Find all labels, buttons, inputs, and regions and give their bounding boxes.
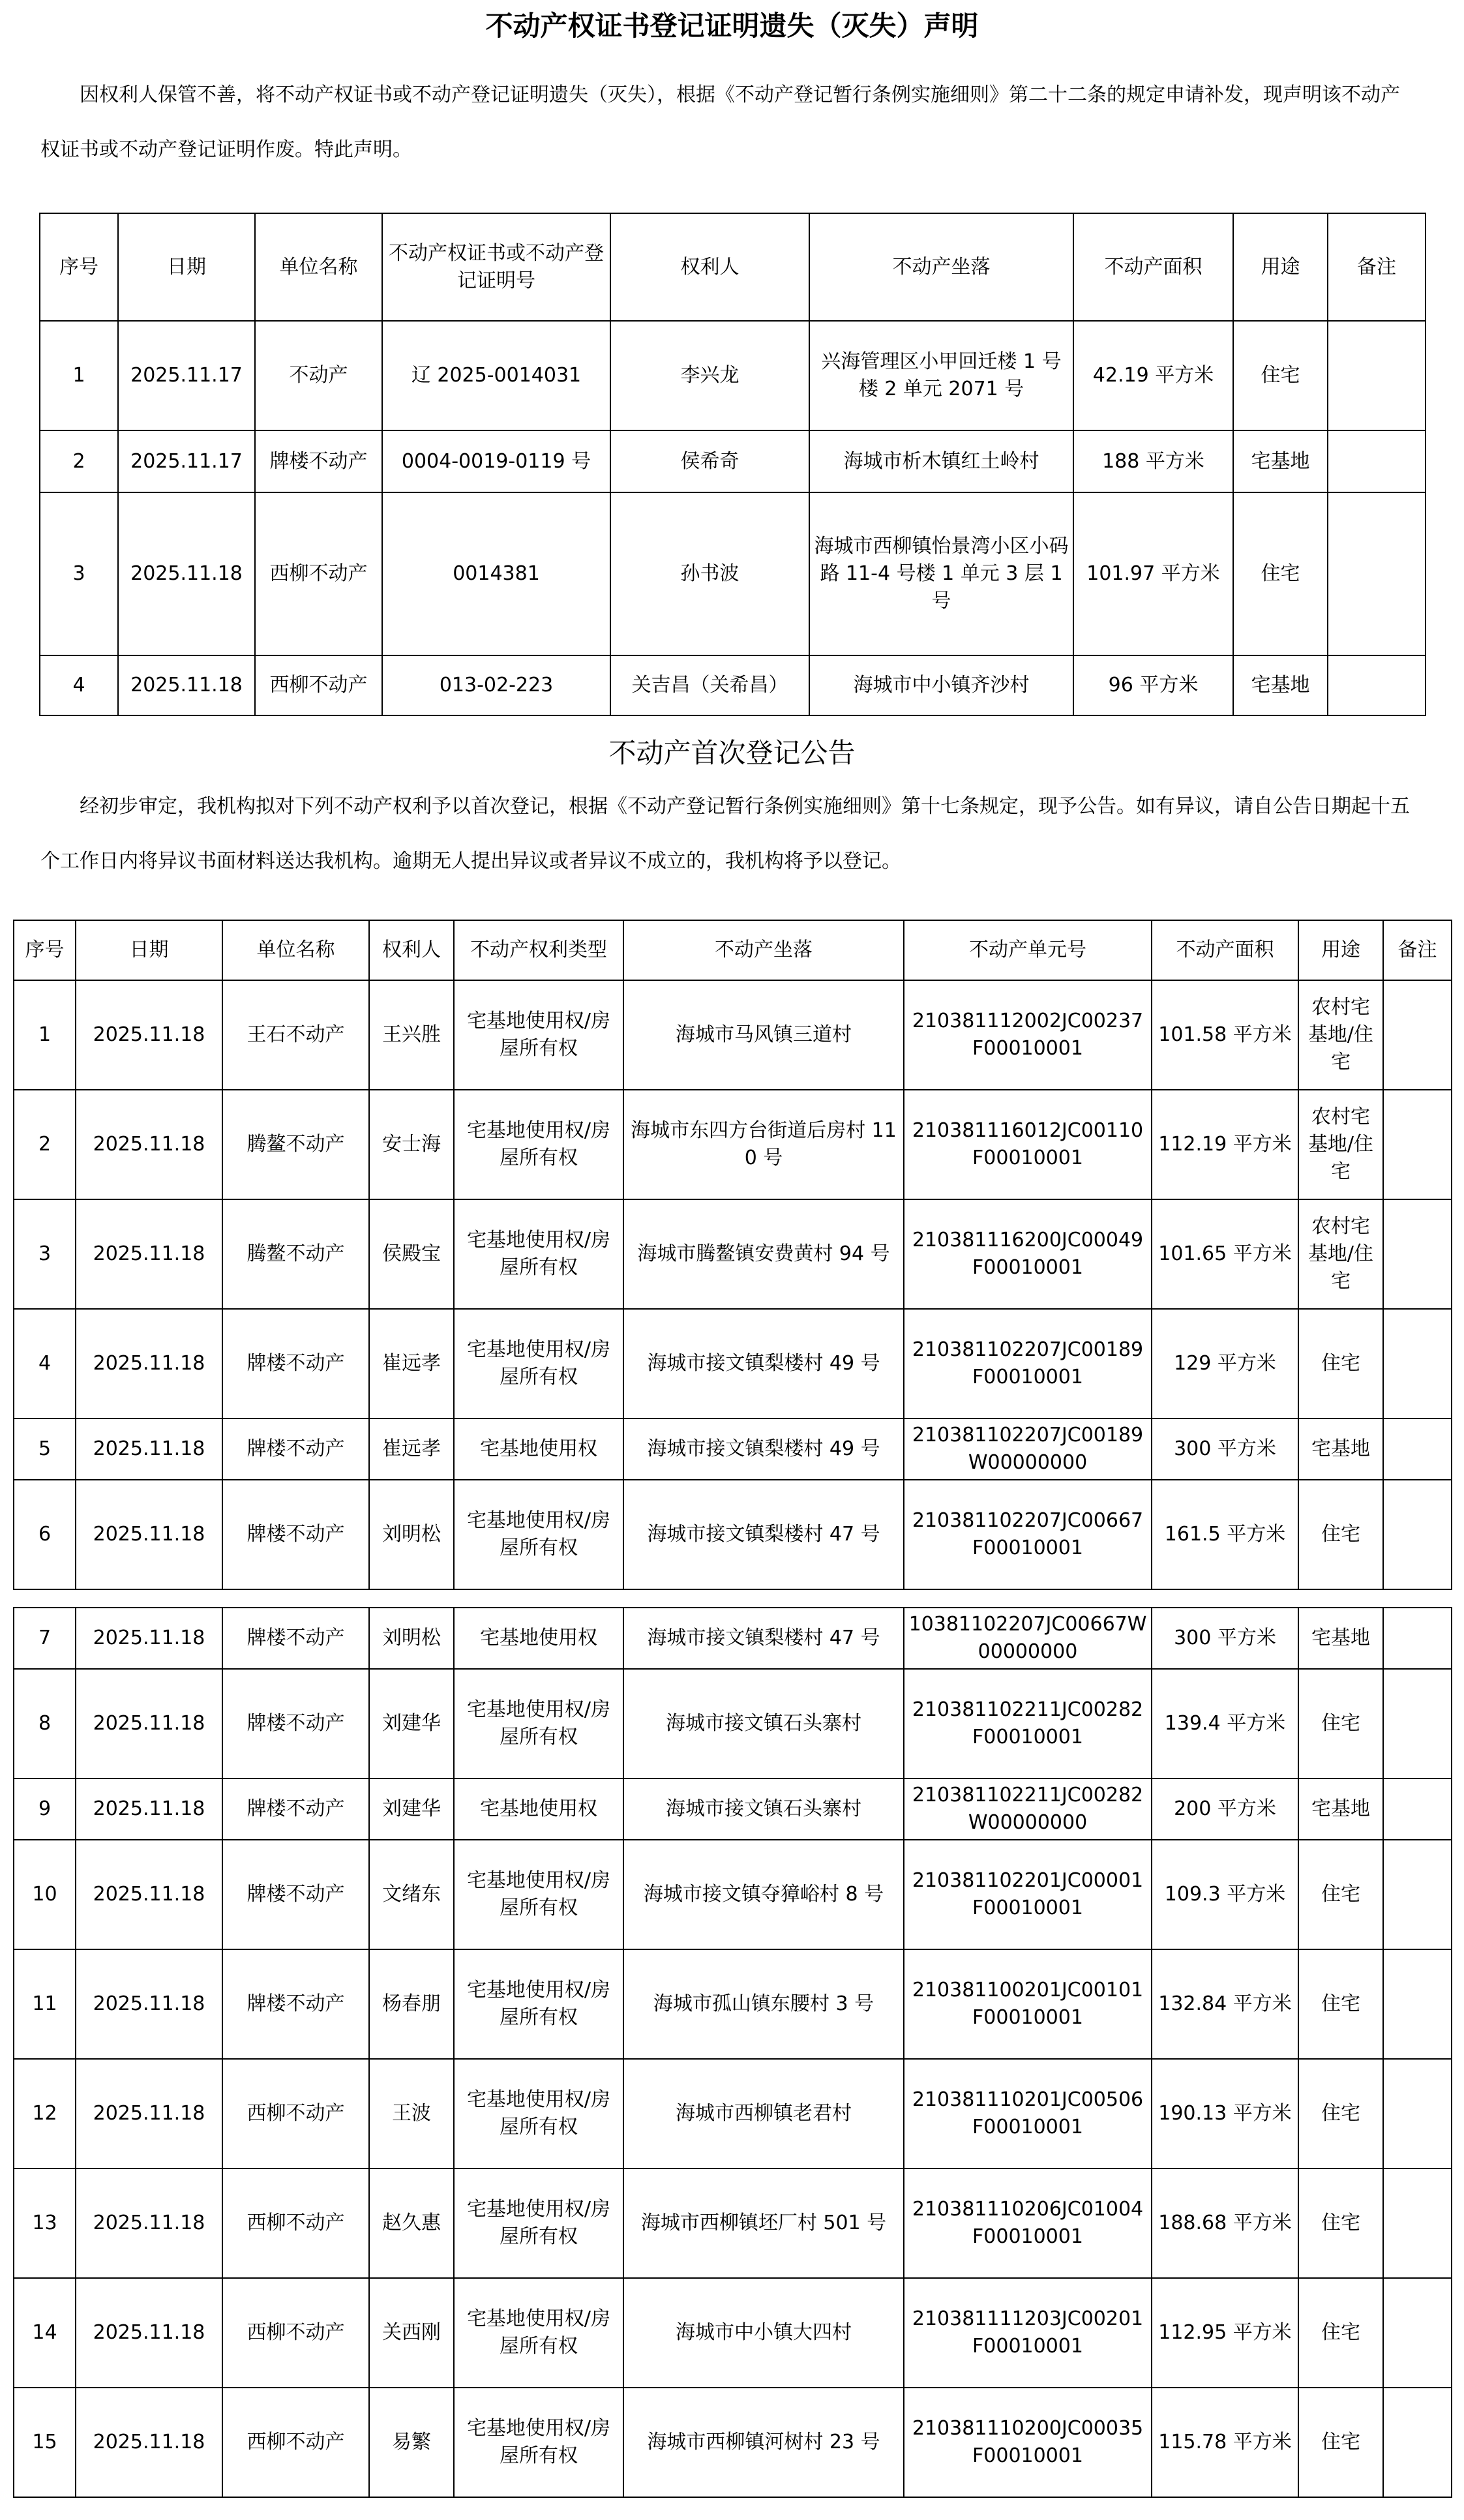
table-cell: 海城市西柳镇老君村 <box>623 2059 904 2168</box>
column-header: 日期 <box>76 920 222 980</box>
table-cell: 2025.11.18 <box>76 1480 222 1589</box>
column-header: 不动产面积 <box>1073 213 1233 321</box>
table-cell: 侯希奇 <box>610 430 809 492</box>
table-cell: 9 <box>14 1778 76 1840</box>
table-cell: 海城市接文镇梨楼村 49 号 <box>623 1309 904 1418</box>
table-cell: 42.19 平方米 <box>1073 321 1233 430</box>
table-cell: 海城市接文镇梨楼村 49 号 <box>623 1418 904 1480</box>
table-cell: 牌楼不动产 <box>222 1309 369 1418</box>
table-cell: 牌楼不动产 <box>222 1608 369 1669</box>
table-cell: 西柳不动产 <box>222 2278 369 2388</box>
table-cell: 不动产 <box>255 321 382 430</box>
table-cell: 8 <box>14 1669 76 1778</box>
table-cell: 200 平方米 <box>1152 1778 1298 1840</box>
column-header: 不动产坐落 <box>809 213 1073 321</box>
table-cell: 2025.11.18 <box>76 1090 222 1199</box>
table-cell: 海城市西柳镇坯厂村 501 号 <box>623 2168 904 2278</box>
table-cell: 2025.11.18 <box>76 1199 222 1309</box>
table-cell: 住宅 <box>1298 1669 1383 1778</box>
table-cell: 4 <box>40 655 118 715</box>
table-cell: 宅基地使用权/房屋所有权 <box>454 2278 623 2388</box>
table-cell: 海城市接文镇夺獐峪村 8 号 <box>623 1840 904 1949</box>
column-header: 权利人 <box>610 213 809 321</box>
table-cell: 2025.11.18 <box>76 2059 222 2168</box>
table-cell: 崔远孝 <box>369 1418 454 1480</box>
table-cell: 210381102207JC00189F00010001 <box>904 1309 1152 1418</box>
table-cell <box>1383 1309 1452 1418</box>
table-cell <box>1383 1418 1452 1480</box>
table-cell: 210381102207JC00667F00010001 <box>904 1480 1152 1589</box>
table-cell: 2025.11.18 <box>76 1669 222 1778</box>
table-cell: 赵久惠 <box>369 2168 454 2278</box>
table-cell: 101.97 平方米 <box>1073 492 1233 655</box>
table-cell: 海城市中小镇大四村 <box>623 2278 904 2388</box>
table-cell: 210381110201JC00506F00010001 <box>904 2059 1152 2168</box>
table-cell: 海城市中小镇齐沙村 <box>809 655 1073 715</box>
table-cell: 10 <box>14 1840 76 1949</box>
table-cell: 海城市东四方台街道后房村 110 号 <box>623 1090 904 1199</box>
table-cell: 4 <box>14 1309 76 1418</box>
table-cell <box>1383 1199 1452 1309</box>
table-cell: 210381116200JC00049F00010001 <box>904 1199 1152 1309</box>
table-row <box>14 1949 1452 2059</box>
table-cell: 安士海 <box>369 1090 454 1199</box>
table-cell <box>1383 2059 1452 2168</box>
table-cell: 西柳不动产 <box>222 2168 369 2278</box>
table-cell: 农村宅基地/住宅 <box>1298 1090 1383 1199</box>
table-cell: 腾鳌不动产 <box>222 1090 369 1199</box>
table-cell: 0014381 <box>382 492 610 655</box>
table-cell: 宅基地使用权/房屋所有权 <box>454 1840 623 1949</box>
table-cell: 宅基地使用权/房屋所有权 <box>454 2168 623 2278</box>
table-row <box>14 1840 1452 1949</box>
table-cell: 住宅 <box>1298 1840 1383 1949</box>
table-row <box>14 1669 1452 1778</box>
loss-notice-table <box>39 213 1426 716</box>
table-cell: 住宅 <box>1298 1309 1383 1418</box>
table-cell: 210381110200JC00035F00010001 <box>904 2388 1152 2497</box>
table-row <box>40 655 1426 715</box>
table-cell <box>1383 2168 1452 2278</box>
table-cell: 5 <box>14 1418 76 1480</box>
table-cell: 132.84 平方米 <box>1152 1949 1298 2059</box>
table-row <box>14 1090 1452 1199</box>
table-cell: 海城市西柳镇河树村 23 号 <box>623 2388 904 2497</box>
table-cell: 宅基地 <box>1298 1778 1383 1840</box>
table-cell <box>1383 2388 1452 2497</box>
table-cell: 300 平方米 <box>1152 1418 1298 1480</box>
table-cell: 2025.11.18 <box>76 980 222 1090</box>
table-cell: 刘建华 <box>369 1778 454 1840</box>
table-row <box>40 492 1426 655</box>
table-cell: 海城市接文镇梨楼村 47 号 <box>623 1608 904 1669</box>
table-cell: 210381102207JC00189W00000000 <box>904 1418 1152 1480</box>
column-header: 不动产面积 <box>1152 920 1298 980</box>
table-cell: 129 平方米 <box>1152 1309 1298 1418</box>
table-cell: 海城市析木镇红土岭村 <box>809 430 1073 492</box>
table-cell: 210381112002JC00237F00010001 <box>904 980 1152 1090</box>
loss-notice-title: 不动产权证书登记证明遗失（灭失）声明 <box>485 10 979 42</box>
table-cell: 112.19 平方米 <box>1152 1090 1298 1199</box>
table-cell: 宅基地使用权/房屋所有权 <box>454 980 623 1090</box>
table-cell: 宅基地使用权/房屋所有权 <box>454 2388 623 2497</box>
table-cell: 2025.11.18 <box>76 1949 222 2059</box>
table-cell: 辽 2025-0014031 <box>382 321 610 430</box>
table-row <box>14 980 1452 1090</box>
table-cell: 西柳不动产 <box>255 492 382 655</box>
table-cell: 海城市接文镇梨楼村 47 号 <box>623 1480 904 1589</box>
table-cell <box>1383 1840 1452 1949</box>
first-registration-paragraph: 经初步审定，我机构拟对下列不动产权利予以首次登记，根据《不动产登记暂行条例实施细则》第十七条规定，现予公告。如有异议，请自公告日期起十五个工作日内将异议书面材料送达我机构。逾期无人提出异议或者异议不成立的，我机构将予以登记。 <box>40 795 1410 873</box>
table-cell <box>1328 430 1426 492</box>
table-cell: 2025.11.18 <box>118 655 255 715</box>
table-cell <box>1383 1669 1452 1778</box>
table-cell: 宅基地使用权/房屋所有权 <box>454 2059 623 2168</box>
table-cell: 13 <box>14 2168 76 2278</box>
table-cell: 7 <box>14 1608 76 1669</box>
column-header: 序号 <box>40 213 118 321</box>
table-cell: 2025.11.18 <box>76 2168 222 2278</box>
table-row <box>14 1778 1452 1840</box>
table-cell: 宅基地 <box>1298 1418 1383 1480</box>
table-cell: 96 平方米 <box>1073 655 1233 715</box>
table-cell: 210381102201JC00001F00010001 <box>904 1840 1152 1949</box>
table-cell: 115.78 平方米 <box>1152 2388 1298 2497</box>
table-cell: 2025.11.18 <box>76 1309 222 1418</box>
table-cell: 210381116012JC00110F00010001 <box>904 1090 1152 1199</box>
table-cell: 住宅 <box>1233 321 1328 430</box>
table-cell: 013-02-223 <box>382 655 610 715</box>
table-cell: 188 平方米 <box>1073 430 1233 492</box>
table-cell: 3 <box>14 1199 76 1309</box>
column-header: 权利人 <box>369 920 454 980</box>
table-cell: 侯殿宝 <box>369 1199 454 1309</box>
table-cell: 住宅 <box>1298 2388 1383 2497</box>
table-row <box>14 2168 1452 2278</box>
table-cell: 2025.11.18 <box>76 1840 222 1949</box>
first-registration-table-part2 <box>13 1607 1452 2498</box>
table-cell: 宅基地使用权/房屋所有权 <box>454 1309 623 1418</box>
table-row <box>14 1418 1452 1480</box>
table-cell: 2025.11.18 <box>76 2388 222 2497</box>
table-cell: 1 <box>14 980 76 1090</box>
table-row <box>14 2059 1452 2168</box>
table-cell <box>1383 980 1452 1090</box>
table-cell: 2 <box>14 1090 76 1199</box>
table-cell: 住宅 <box>1298 1949 1383 2059</box>
table-cell: 住宅 <box>1298 1480 1383 1589</box>
table-cell: 刘明松 <box>369 1480 454 1589</box>
first-registration-table-part1 <box>13 920 1452 1590</box>
table-cell: 12 <box>14 2059 76 2168</box>
table-row <box>40 321 1426 430</box>
table-cell: 14 <box>14 2278 76 2388</box>
table-cell: 刘明松 <box>369 1608 454 1669</box>
table-cell: 西柳不动产 <box>222 2059 369 2168</box>
table-cell: 210381102211JC00282W00000000 <box>904 1778 1152 1840</box>
table-cell: 2025.11.17 <box>118 430 255 492</box>
table-cell: 3 <box>40 492 118 655</box>
table-cell: 王石不动产 <box>222 980 369 1090</box>
column-header: 单位名称 <box>222 920 369 980</box>
table-cell <box>1328 321 1426 430</box>
table-cell: 宅基地 <box>1233 655 1328 715</box>
table-cell: 易繁 <box>369 2388 454 2497</box>
table-cell <box>1328 655 1426 715</box>
table-cell: 宅基地使用权/房屋所有权 <box>454 1480 623 1589</box>
table-cell <box>1328 492 1426 655</box>
table-cell: 10381102207JC00667W00000000 <box>904 1608 1152 1669</box>
table-cell: 2 <box>40 430 118 492</box>
table-cell <box>1383 2278 1452 2388</box>
table-cell: 牌楼不动产 <box>222 1840 369 1949</box>
loss-notice-paragraph: 因权利人保管不善，将不动产权证书或不动产登记证明遗失（灭失），根据《不动产登记暂行条例实施细则》第二十二条的规定申请补发，现声明该不动产权证书或不动产登记证明作废。特此声明。 <box>40 83 1400 161</box>
table-cell: 杨春朋 <box>369 1949 454 2059</box>
table-cell: 兴海管理区小甲回迁楼 1 号楼 2 单元 2071 号 <box>809 321 1073 430</box>
table-cell: 112.95 平方米 <box>1152 2278 1298 2388</box>
column-header: 备注 <box>1383 920 1452 980</box>
column-header: 用途 <box>1298 920 1383 980</box>
table-cell: 11 <box>14 1949 76 2059</box>
table-cell <box>1383 1090 1452 1199</box>
table-row <box>14 1480 1452 1589</box>
table-cell: 210381102211JC00282F00010001 <box>904 1669 1152 1778</box>
table-row <box>14 1309 1452 1418</box>
table-cell: 210381111203JC00201F00010001 <box>904 2278 1152 2388</box>
table-cell <box>1383 1480 1452 1589</box>
table-cell: 牌楼不动产 <box>222 1949 369 2059</box>
table-cell: 关西刚 <box>369 2278 454 2388</box>
table-cell: 牌楼不动产 <box>222 1778 369 1840</box>
table-cell: 文绪东 <box>369 1840 454 1949</box>
table-cell: 住宅 <box>1298 2059 1383 2168</box>
table-cell: 15 <box>14 2388 76 2497</box>
table-row <box>40 430 1426 492</box>
column-header: 不动产权利类型 <box>454 920 623 980</box>
column-header: 不动产坐落 <box>623 920 904 980</box>
table-cell: 农村宅基地/住宅 <box>1298 1199 1383 1309</box>
table-row <box>14 2388 1452 2497</box>
table-cell: 宅基地使用权/房屋所有权 <box>454 1949 623 2059</box>
table-cell: 崔远孝 <box>369 1309 454 1418</box>
table-cell: 2025.11.18 <box>76 2278 222 2388</box>
table-cell: 2025.11.18 <box>76 1608 222 1669</box>
first-registration-title: 不动产首次登记公告 <box>608 737 856 769</box>
table-cell: 海城市接文镇石头寨村 <box>623 1778 904 1840</box>
table-cell: 2025.11.17 <box>118 321 255 430</box>
column-header: 不动产单元号 <box>904 920 1152 980</box>
table-cell: 2025.11.18 <box>118 492 255 655</box>
table-cell: 王兴胜 <box>369 980 454 1090</box>
table-cell: 宅基地 <box>1233 430 1328 492</box>
table-cell: 住宅 <box>1298 2168 1383 2278</box>
table-cell: 300 平方米 <box>1152 1608 1298 1669</box>
table-cell: 宅基地使用权/房屋所有权 <box>454 1090 623 1199</box>
table-cell: 宅基地 <box>1298 1608 1383 1669</box>
table-cell: 161.5 平方米 <box>1152 1480 1298 1589</box>
table-cell: 109.3 平方米 <box>1152 1840 1298 1949</box>
table-cell <box>1383 1949 1452 2059</box>
table-cell: 139.4 平方米 <box>1152 1669 1298 1778</box>
table-cell: 王波 <box>369 2059 454 2168</box>
table-cell: 210381110206JC01004F00010001 <box>904 2168 1152 2278</box>
table-cell: 刘建华 <box>369 1669 454 1778</box>
table-cell: 海城市马风镇三道村 <box>623 980 904 1090</box>
table-cell: 188.68 平方米 <box>1152 2168 1298 2278</box>
table-cell: 牌楼不动产 <box>255 430 382 492</box>
table-cell: 牌楼不动产 <box>222 1480 369 1589</box>
table-header-row <box>40 213 1426 321</box>
table-cell: 宅基地使用权/房屋所有权 <box>454 1199 623 1309</box>
table-cell: 6 <box>14 1480 76 1589</box>
table-cell: 住宅 <box>1298 2278 1383 2388</box>
table-row <box>14 2278 1452 2388</box>
table-cell: 牌楼不动产 <box>222 1669 369 1778</box>
column-header: 不动产权证书或不动产登记证明号 <box>382 213 610 321</box>
column-header: 单位名称 <box>255 213 382 321</box>
table-cell: 海城市腾鳌镇安费黄村 94 号 <box>623 1199 904 1309</box>
table-cell: 孙书波 <box>610 492 809 655</box>
column-header: 序号 <box>14 920 76 980</box>
table-cell: 海城市西柳镇怡景湾小区小码路 11-4 号楼 1 单元 3 层 1 号 <box>809 492 1073 655</box>
table-cell: 宅基地使用权 <box>454 1608 623 1669</box>
table-cell: 190.13 平方米 <box>1152 2059 1298 2168</box>
table-cell: 101.65 平方米 <box>1152 1199 1298 1309</box>
table-cell: 腾鳌不动产 <box>222 1199 369 1309</box>
table-row <box>14 1608 1452 1669</box>
table-cell: 海城市孤山镇东腰村 3 号 <box>623 1949 904 2059</box>
table-cell: 1 <box>40 321 118 430</box>
table-cell: 李兴龙 <box>610 321 809 430</box>
column-header: 用途 <box>1233 213 1328 321</box>
table-cell <box>1383 1608 1452 1669</box>
table-cell: 宅基地使用权/房屋所有权 <box>454 1669 623 1778</box>
table-cell: 关吉昌（关希昌） <box>610 655 809 715</box>
table-cell: 海城市接文镇石头寨村 <box>623 1669 904 1778</box>
table-cell: 牌楼不动产 <box>222 1418 369 1480</box>
table-header-row <box>14 920 1452 980</box>
table-cell: 101.58 平方米 <box>1152 980 1298 1090</box>
table-cell: 农村宅基地/住宅 <box>1298 980 1383 1090</box>
table-cell: 西柳不动产 <box>255 655 382 715</box>
table-cell: 住宅 <box>1233 492 1328 655</box>
column-header: 备注 <box>1328 213 1426 321</box>
table-cell <box>1383 1778 1452 1840</box>
table-cell: 210381100201JC00101F00010001 <box>904 1949 1152 2059</box>
table-row <box>14 1199 1452 1309</box>
table-cell: 宅基地使用权 <box>454 1418 623 1480</box>
table-cell: 0004-0019-0119 号 <box>382 430 610 492</box>
table-cell: 西柳不动产 <box>222 2388 369 2497</box>
column-header: 日期 <box>118 213 255 321</box>
table-cell: 宅基地使用权 <box>454 1778 623 1840</box>
table-cell: 2025.11.18 <box>76 1418 222 1480</box>
table-cell: 2025.11.18 <box>76 1778 222 1840</box>
